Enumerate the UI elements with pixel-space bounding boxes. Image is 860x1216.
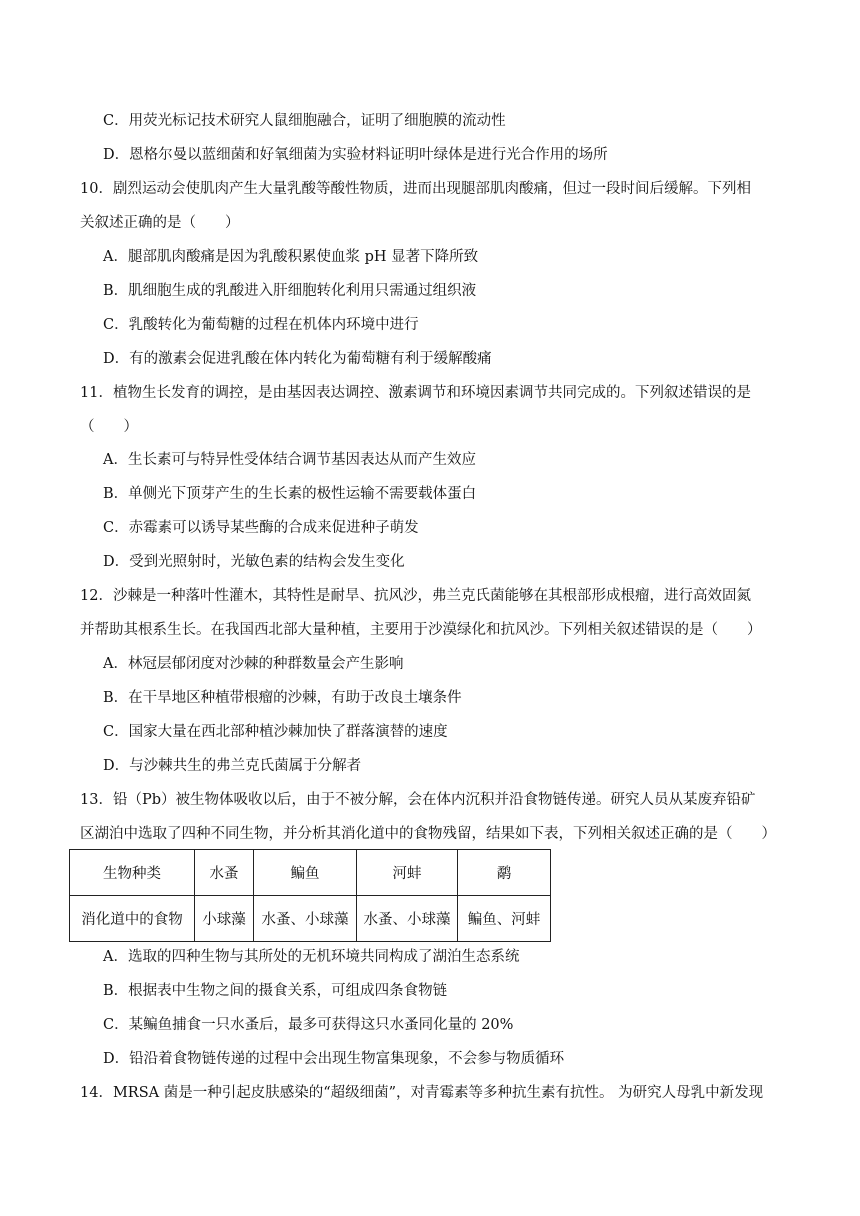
q10-stem-line2: 关叙述正确的是（ ） [80, 215, 240, 231]
q12-stem-line2: 并帮助其根系生长。在我国西北部大量种植，主要用于沙漠绿化和抗风沙。下列相关叙述错误的是（ ） [80, 622, 762, 638]
q10-option-d: D．有的激素会促进乳酸在体内转化为葡萄糖有利于缓解酸痛 [103, 351, 492, 367]
q10-stem-line1: 10．剧烈运动会使肌肉产生大量乳酸等酸性物质，进而出现腿部肌肉酸痛，但过一段时间后缓解。下列相 [80, 181, 751, 197]
q11-option-b: B．单侧光下顶芽产生的生长素的极性运输不需要载体蛋白 [103, 486, 477, 502]
q12-stem-line1: 12．沙棘是一种落叶性灌木，其特性是耐旱、抗风沙，弗兰克氏菌能够在其根部形成根瘤，进行高效固氮 [80, 588, 751, 604]
q13-option-a: A．选取的四种生物与其所处的无机环境共同构成了湖泊生态系统 [103, 949, 520, 965]
q9-option-c: C．用荧光标记技术研究人鼠细胞融合，证明了细胞膜的流动性 [103, 113, 506, 129]
table-header-cell: 鹬 [458, 850, 551, 896]
q12-option-a: A．林冠层郁闭度对沙棘的种群数量会产生影响 [103, 656, 404, 672]
table-row [70, 896, 551, 942]
q14-stem-line1: 14．MRSA 菌是一种引起皮肤感染的“超级细菌”，对青霉素等多种抗生素有抗性。 为研究人母乳中新发现 [80, 1085, 764, 1101]
table-cell: 消化道中的食物 [70, 896, 195, 942]
q11-stem-line1: 11．植物生长发育的调控，是由基因表达调控、激素调节和环境因素调节共同完成的。下列叙述错误的是 [80, 385, 751, 401]
q12-option-c: C．国家大量在西北部种植沙棘加快了群落演替的速度 [103, 724, 448, 740]
q10-option-c: C．乳酸转化为葡萄糖的过程在机体内环境中进行 [103, 317, 419, 333]
q12-option-b: B．在干旱地区种植带根瘤的沙棘，有助于改良土壤条件 [103, 690, 462, 706]
table-cell: 小球藻 [195, 896, 254, 942]
q11-option-a: A．生长素可与特异性受体结合调节基因表达从而产生效应 [103, 452, 476, 468]
table-header-cell: 生物种类 [70, 850, 195, 896]
q13-option-b: B．根据表中生物之间的摄食关系，可组成四条食物链 [103, 983, 448, 999]
q11-option-d: D．受到光照射时，光敏色素的结构会发生变化 [103, 554, 405, 570]
table-header-cell: 水蚤 [195, 850, 254, 896]
q13-stem-line2: 区湖泊中选取了四种不同生物，并分析其消化道中的食物残留，结果如下表，下列相关叙述正确的是（ ） [80, 826, 776, 842]
table-header-cell: 鳊鱼 [254, 850, 357, 896]
food-table [69, 849, 551, 942]
q10-option-b: B．肌细胞生成的乳酸进入肝细胞转化利用只需通过组织液 [103, 283, 477, 299]
table-cell: 水蚤、小球藻 [357, 896, 458, 942]
q9-option-d: D．恩格尔曼以蓝细菌和好氧细菌为实验材料证明叶绿体是进行光合作用的场所 [103, 147, 608, 163]
q13-option-c: C．某鳊鱼捕食一只水蚤后，最多可获得这只水蚤同化量的 20% [103, 1017, 514, 1033]
table-header-cell: 河蚌 [357, 850, 458, 896]
q10-option-a: A．腿部肌肉酸痛是因为乳酸积累使血浆 pH 显著下降所致 [103, 249, 479, 265]
table-cell: 鳊鱼、河蚌 [458, 896, 551, 942]
table-cell: 水蚤、小球藻 [254, 896, 357, 942]
q13-option-d: D．铅沿着食物链传递的过程中会出现生物富集现象，不会参与物质循环 [103, 1051, 565, 1067]
table-header-row [70, 850, 551, 896]
q12-option-d: D．与沙棘共生的弗兰克氏菌属于分解者 [103, 758, 362, 774]
q11-stem-line2: （ ） [80, 419, 138, 435]
q13-stem-line1: 13．铅（Pb）被生物体吸收以后，由于不被分解，会在体内沉积并沿食物链传递。研究人员从某废弃铅矿 [80, 792, 756, 808]
q11-option-c: C．赤霉素可以诱导某些酶的合成来促进种子萌发 [103, 520, 419, 536]
